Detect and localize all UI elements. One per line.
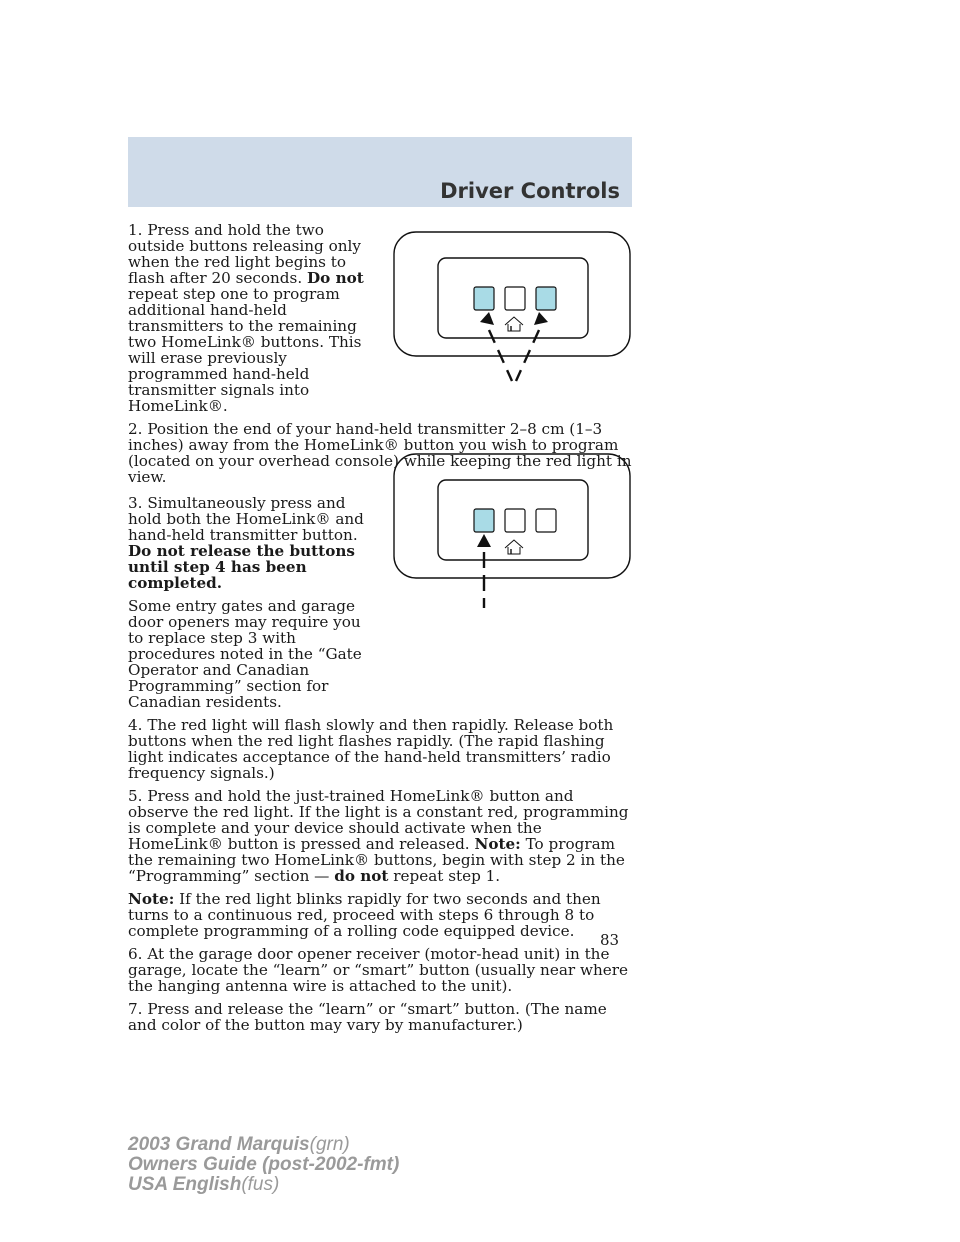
- step-6: 6. At the garage door opener receiver (motor-head unit) in the garage, locate the “learn” or “smart” button (usually near where the hanging antenna wire is attached to the unit).: [128, 945, 628, 995]
- step-1: 1. Press and hold the two outside buttons releasing only when the red light begins to flash after 20 seconds. Do not repeat step one to program additional hand-held transmitters to the remaining two HomeLink® buttons. This will erase previously programmed hand-held transmitter signals into HomeLink®.: [128, 221, 364, 415]
- footer-line-1: 2003 Grand Marquis(grn): [128, 1134, 350, 1155]
- step-5: 5. Press and hold the just-trained HomeLink® button and observe the red light. If the light is a constant red, programming is complete and your device should activate when the HomeLink® button is pressed and released. Note: To program the remaining two HomeLink® buttons, begin with step 2 in the “Programming” section — do not repeat step 1.: [128, 787, 629, 885]
- footer-line-3: USA English(fus): [128, 1174, 280, 1195]
- instructions-column: [128, 222, 633, 1040]
- page-number: 83: [600, 931, 620, 949]
- section-header-band: [128, 137, 632, 207]
- step-3: 3. Simultaneously press and hold both the HomeLink® and hand-held transmitter button. Do not release the buttons until step 4 has been completed.: [128, 494, 364, 592]
- footer-line-2: Owners Guide (post-2002-fmt): [128, 1154, 400, 1175]
- section-title: Driver Controls: [440, 179, 620, 203]
- gate-operator-note: Some entry gates and garage door openers may require you to replace step 3 with procedures noted in the “Gate Operator and Canadian Programming” section for Canadian residents.: [128, 597, 362, 711]
- document-footer: [128, 1135, 399, 1195]
- step-2: 2. Position the end of your hand-held transmitter 2–8 cm (1–3 inches) away from the HomeLink® button you wish to program (located on your overhead console) while keeping the red light in view.: [128, 420, 632, 486]
- step-4: 4. The red light will flash slowly and then rapidly. Release both buttons when the red light flashes rapidly. (The rapid flashing light indicates acceptance of the hand-held transmitters’ radio frequency signals.): [128, 716, 614, 782]
- rolling-code-note: Note: If the red light blinks rapidly for two seconds and then turns to a continuous red, proceed with steps 6 through 8 to complete programming of a rolling code equipped device.: [128, 890, 601, 940]
- step-7: 7. Press and release the “learn” or “smart” button. (The name and color of the button may vary by manufacturer.): [128, 1000, 607, 1034]
